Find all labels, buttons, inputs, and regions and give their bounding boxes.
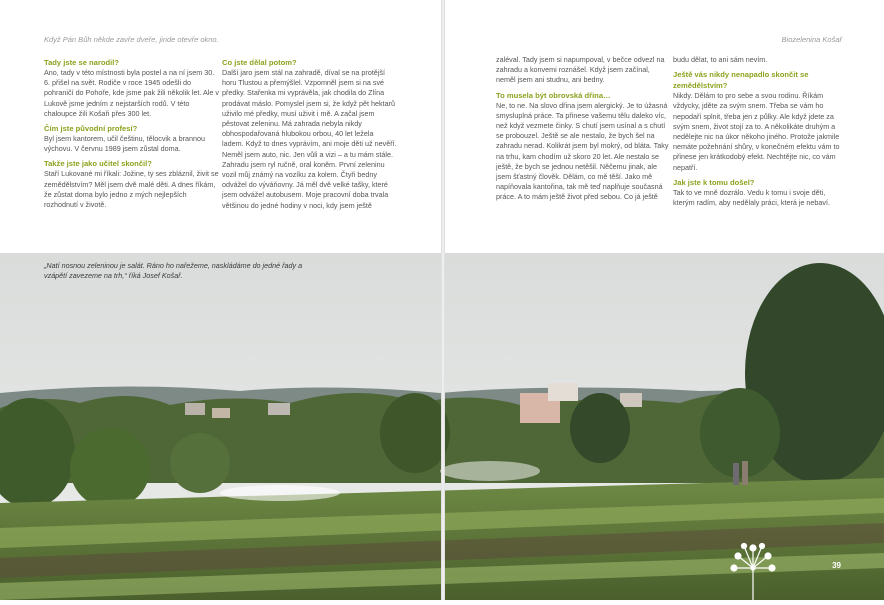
house: [548, 383, 578, 401]
photo-caption: „Natí nosnou zeleninou je salát. Ráno ho nařežeme, naskládáme do jedné řady a vzápětí zavezeme na trh,“ říká Josef Košař.: [44, 261, 303, 280]
person-figure: [742, 461, 748, 485]
house: [268, 403, 290, 415]
text-column-2: [222, 57, 397, 215]
text-column-4: [673, 55, 848, 212]
house: [620, 393, 642, 407]
question-heading: Ještě vás nikdy nenapadlo skončit se zemědělstvím?: [673, 70, 809, 91]
house: [185, 403, 205, 415]
answer-paragraph: Nikdy. Dělám to pro sebe a svou rodinu. Říkám vždycky, jděte za svým snem. Třeba se vám ho nepodaří splnit, třeba jen z půlky. Ale když jdete za svým snem, život stojí za to. A několikáte druhým a nedělejte nic na úkor někoho jiného. Protože jakmile nemáte požehnání shůry, v konečném efektu vám to přinese jen krátkodobý efekt. Nechtějte nic, co vám nepatří.: [673, 91, 840, 172]
left-page-header: Když Pán Bůh někde zavře dveře, jinde otevře okno.: [44, 35, 219, 44]
answer-paragraph: zaléval. Tady jsem si napumpoval, v bečce odvezl na zahradu a konvemi roznášel. Když jsem začínal, neměl jsem ani studnu, ani bedny.: [496, 55, 665, 85]
answer-paragraph: Ano, tady v této místnosti byla postel a na ní jsem 30. 6. přišel na svět. Rodiče v roce 1945 odešli do pohraničí do Pohoře, kde jsme pak žili několik let. Ale v Lukově jsme jedním z nejstarších rodů. V této chaloupce žili Košaři přes 300 let.: [44, 68, 219, 118]
page-gutter: [441, 0, 445, 600]
page-number: 39: [832, 561, 841, 570]
question-heading: Jak jste k tomu došel?: [673, 177, 755, 187]
answer-paragraph: budu dělat, to ani sám nevím.: [673, 55, 768, 64]
house: [212, 408, 230, 418]
question-heading: Tady jste se narodil?: [44, 58, 119, 67]
question-heading: To musela být obrovská dřina…: [496, 90, 611, 100]
text-column-3: [496, 55, 671, 207]
right-page-header: Biozelenina Košař: [781, 35, 842, 44]
answer-paragraph: Tak to ve mně dozrálo. Vedu k tomu i svoje děti, kterým radím, aby nedělaly práci, která je nebaví.: [673, 187, 830, 208]
text-column-1: [44, 57, 219, 214]
answer-paragraph: Staří Lukované mi říkali: Jožine, ty ses zbláznil, živit se zemědělstvím? Měl jsem dvě malé děti. A dnes říkám, že zůstat doma bylo jedno z mých nejlepších rozhodnutí v životě.: [44, 169, 219, 210]
answer-paragraph: Byl jsem kantorem, učil češtinu, tělocvik a brannou výchovu. V červnu 1989 jsem zůstal doma.: [44, 134, 205, 154]
person-figure: [733, 463, 739, 485]
question-heading: Co jste dělal potom?: [222, 58, 297, 67]
dandelion-logo: [722, 538, 784, 605]
answer-paragraph: Ne, to ne. Na slovo dřina jsem alergický. Je to úžasná smysluplná práce. Ta přinese vašemu tělu daleko víc, než když vezmete činky. S chutí jsem usínal a s chutí se probouzel. Ještě se ale nestalo, že bych šel na zahradu nerad. Kolikrát jsem byl mokrý, od bláta. Taky na trhu, kam chodím už skoro 20 let. Ale nestalo se ještě, že bych se jednou netěšil. Něčemu jinak, ale jsem šťastný člověk. Dělám, co mě těší. Jako mě napíňovala kantořina, tak mě teď naplňuje současná práce. A to mám ještě život před sebou. Co já ještě: [496, 100, 669, 202]
question-heading: Čím jste původní profesí?: [44, 124, 138, 134]
answer-paragraph: Další jaro jsem stál na zahradě, díval se na protější horu Tlustou a přemýšlel. Vzpomněl jsem si na své předky. Stařenka mi vyprávěla, jak chodila do Zlína prodávat máslo. Pomyslel jsem si, že když pět hektarů uživilo mé předky, musí uživit i mě. A začal jsem pěstovat zeleninu. Má zahrada nebyla nikdy obhospodařovaná hlubokou orbou, 40 let ležela ladem. Když to dnes vyprávím, ani moje děti už nevěří. Neměl jsem auto, nic. Jen vůli a vizi – a tu mám stále. Zahradu jsem ryl ručně, oral koněm. První zeleninu vozil můj známý na vozíku za kolem. Čtyři bedny odvážel do výváňovny. Já měl dvě velké tašky, které jsem odvážel autobusem. Moje pracovní doba trvala většinou do jedné hodiny v noci, kdy jsem ještě: [222, 68, 397, 210]
question-heading: Takže jste jako učitel skončil?: [44, 159, 152, 169]
